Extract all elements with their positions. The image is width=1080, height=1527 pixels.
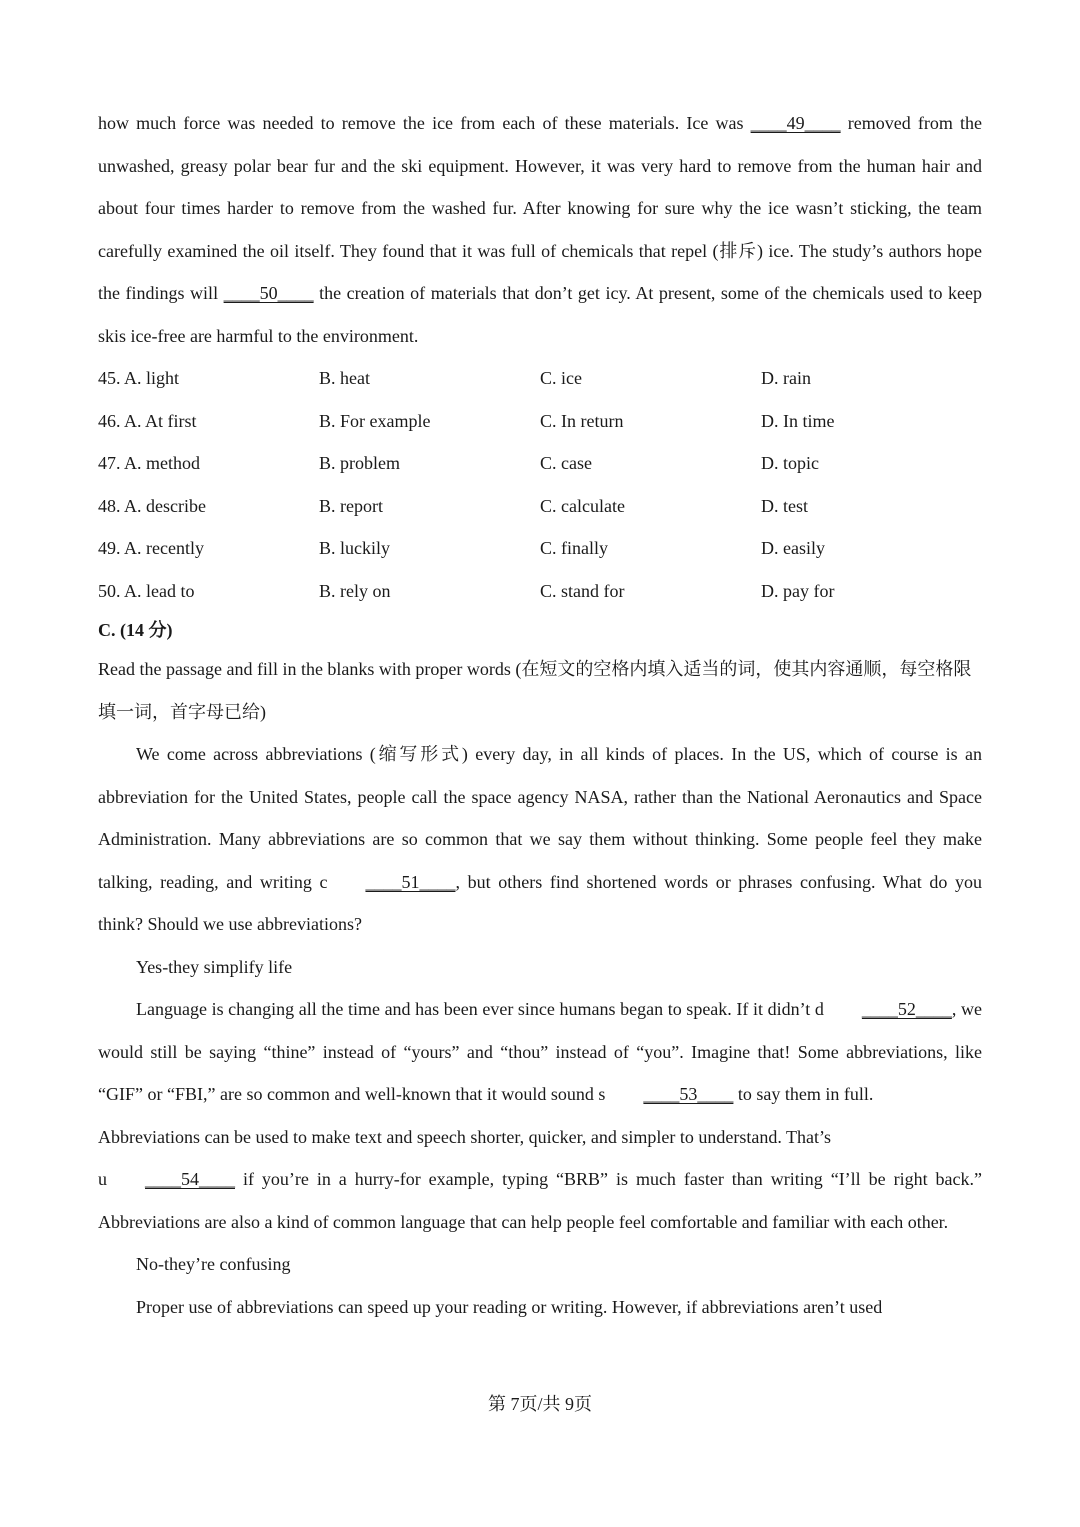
passage-c-text: , we would still be saying “thine” instead of “yours” and “thou” instead of “you”. Imagine that! Some abbreviations, like “GIF” or “FBI,” are so common and well-known that it would sound s (98, 999, 982, 1104)
options-table (98, 357, 982, 612)
option-row-46 (98, 400, 982, 443)
section-c-instruction: Read the passage and fill in the blanks with proper words (在短文的空格内填入适当的词，使其内容通顺，每空格限填一词，首字母已给) (98, 659, 972, 722)
blank-51: ____51____ (365, 871, 456, 892)
subheading-yes: Yes-they simplify life (136, 956, 293, 977)
option-b: B. problem (319, 453, 400, 473)
blank-52: ____52____ (861, 999, 952, 1019)
page-body (98, 102, 982, 1328)
option-d: D. In time (761, 410, 835, 431)
section-c-heading: C. (14 分) (98, 620, 173, 640)
option-a: 48. A. describe (98, 495, 206, 516)
passage-c-text: Language is changing all the time and has been ever since humans began to speak. If it didn’t d (136, 999, 824, 1019)
option-c: C. stand for (540, 580, 625, 601)
option-row-50 (98, 570, 982, 613)
option-a: 49. A. recently (98, 538, 204, 558)
option-c: C. finally (540, 538, 608, 558)
option-c: C. ice (540, 368, 582, 388)
passage-b-text-2: removed from the unwashed, greasy polar bear fur and the ski equipment. However, it was very hard to remove from the human hair and about four times harder to remove from the washed fur. After knowing for sure why the ice wasn’t sticking, the team carefully examined the oil itself. They found that it was full of chemicals that repel (排斥) ice. The study’s authors hope the findings will (98, 113, 983, 303)
option-a: 45. A. light (98, 368, 180, 388)
blank-50: ____50____ (223, 283, 314, 303)
option-c: C. case (540, 453, 592, 473)
option-d: D. test (761, 495, 808, 516)
option-b: B. For example (319, 410, 431, 431)
passage-c-text: to say them in full. (733, 1084, 874, 1104)
blank-53: ____53____ (643, 1084, 734, 1104)
passage-c-paragraph-2 (98, 988, 982, 1243)
passage-b-paragraph (98, 102, 982, 357)
option-d: D. topic (761, 453, 819, 473)
subheading-no: No-they’re confusing (136, 1254, 291, 1274)
option-d: D. pay for (761, 580, 835, 601)
passage-c-paragraph-3: Proper use of abbreviations can speed up your reading or writing. However, if abbreviations aren’t used (136, 1296, 883, 1317)
option-b: B. report (319, 495, 383, 516)
passage-c-text: u (98, 1169, 107, 1189)
option-a: 46. A. At first (98, 410, 197, 431)
passage-c-paragraph-1 (98, 733, 982, 946)
passage-c-text: We come across abbreviations (缩写形式) every day, in all kinds of places. In the US, which of course is an abbreviation for the United States, people call the space agency NASA, rather than the National Aeronautics and Space Administration. Many abbreviations are so common that we say them without thinking. Some people feel they make talking, reading, and writing c (98, 744, 982, 892)
passage-b-text-3: the creation of materials that don’t get icy. At present, some of the chemicals used to keep skis ice-free are harmful to the environment. (98, 283, 983, 346)
blank-49: ____49____ (750, 113, 841, 133)
option-d: D. rain (761, 368, 811, 388)
option-c: C. In return (540, 410, 624, 431)
option-c: C. calculate (540, 495, 625, 516)
option-a: 50. A. lead to (98, 580, 195, 601)
blank-54: ____54____ (145, 1169, 235, 1189)
option-a: 47. A. method (98, 453, 200, 473)
option-row-45 (98, 357, 982, 400)
option-b: B. rely on (319, 580, 391, 601)
passage-c-text: Abbreviations can be used to make text and speech shorter, quicker, and simpler to understand. That’s (98, 1126, 832, 1147)
passage-c-text: if you’re in a hurry-for example, typing “BRB” is much faster than writing “I’ll be right back.” Abbreviations are also a kind of common language that can help people feel comfortable and familiar with each other. (98, 1169, 982, 1232)
passage-b-text-1: how much force was needed to remove the ice from each of these materials. Ice was (98, 113, 751, 133)
option-b: B. heat (319, 368, 370, 388)
option-b: B. luckily (319, 538, 390, 558)
option-d: D. easily (761, 538, 825, 558)
option-row-47 (98, 442, 982, 485)
option-row-48 (98, 485, 982, 528)
option-row-49 (98, 527, 982, 570)
passage-c-text: , but others find shortened words or phrases confusing. What do you think? Should we use abbreviations? (98, 871, 982, 934)
page-number: 第 7页/共 9页 (487, 1394, 592, 1414)
